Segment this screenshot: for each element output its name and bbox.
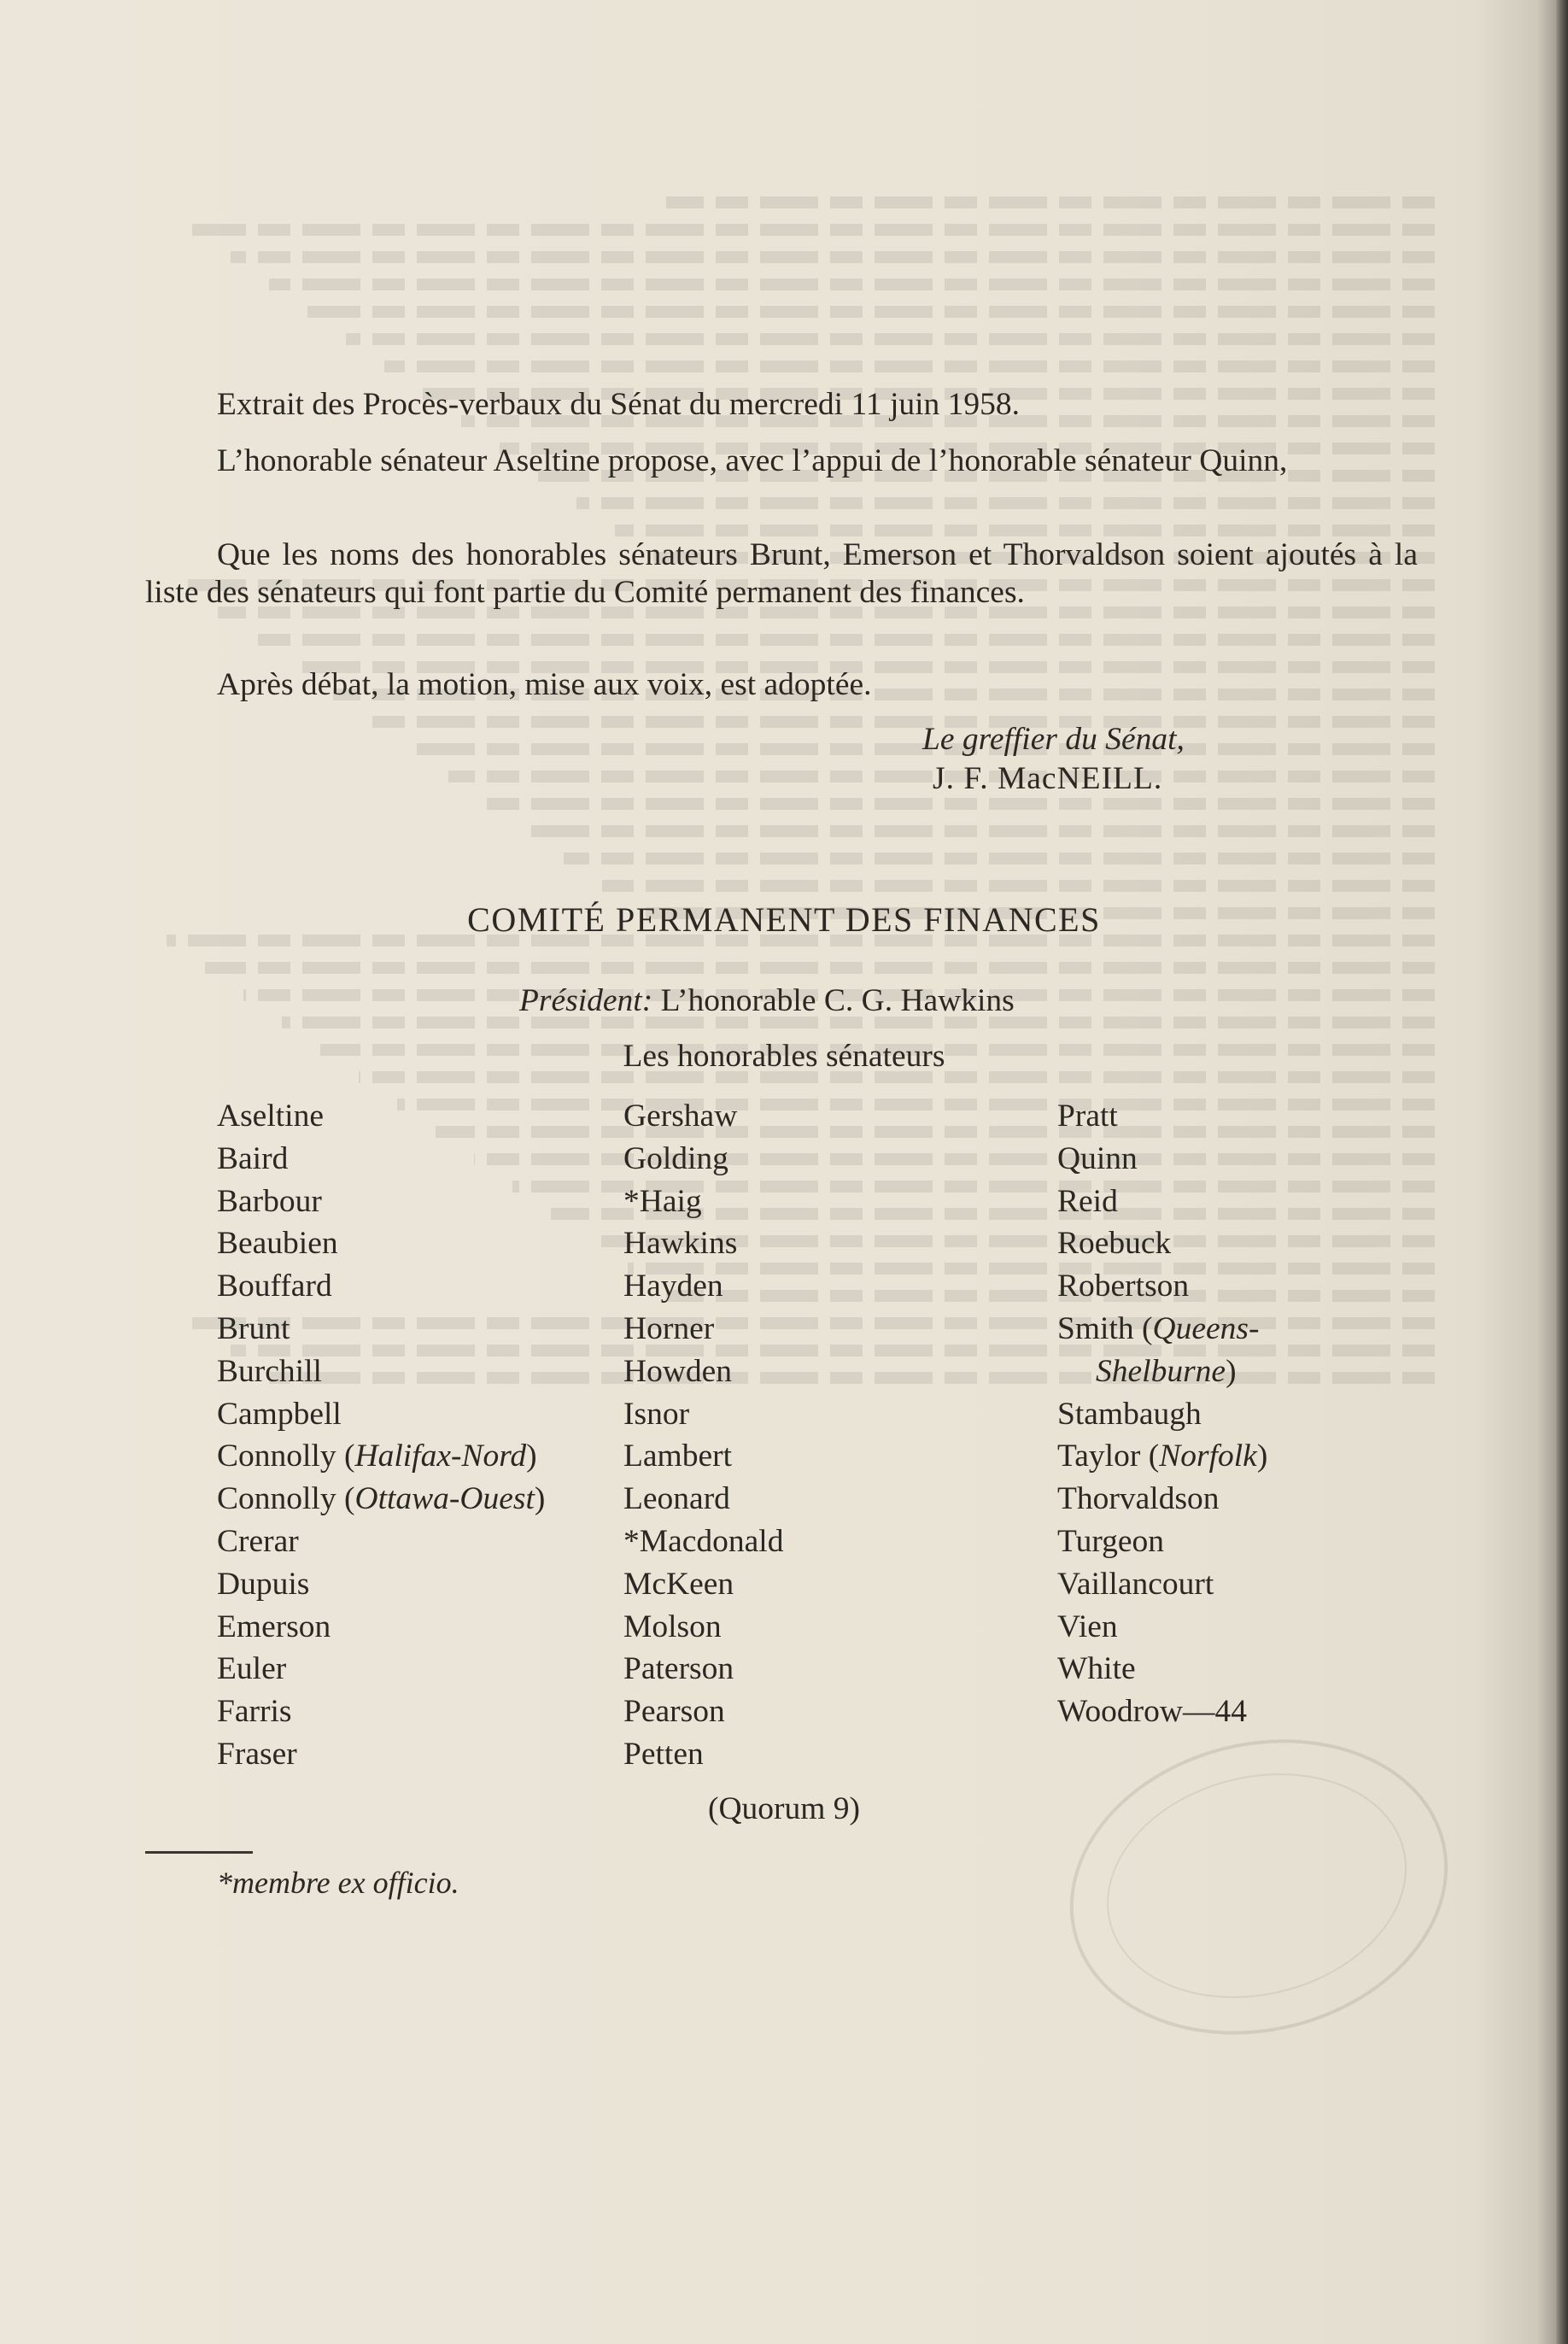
senator-name: Leonard bbox=[623, 1481, 730, 1517]
minutes-paragraph-3: Que les noms des honorables sénateurs Brunt, Emerson et Thorvaldson soient ajoutés à la liste des sénateurs qui font partie du Comité permanent des finances. bbox=[145, 537, 1418, 610]
senator-name: Brunt bbox=[217, 1310, 290, 1346]
senator-surname: Taylor bbox=[1057, 1439, 1141, 1474]
senator-name: Hawkins bbox=[623, 1226, 738, 1262]
senator-name: Beaubien bbox=[217, 1226, 338, 1262]
committee-title: COMITÉ PERMANENT DES FINANCES bbox=[467, 900, 1101, 939]
senator-name: Robertson bbox=[1057, 1269, 1190, 1304]
footnote: *membre ex officio. bbox=[217, 1866, 459, 1900]
senator-name: Turgeon bbox=[1057, 1523, 1165, 1559]
senator-name: Quinn bbox=[1057, 1140, 1138, 1176]
senator-name: Aseltine bbox=[217, 1099, 324, 1134]
senator-name: Hayden bbox=[623, 1269, 723, 1304]
senator-division: Ottawa-Ouest bbox=[354, 1481, 535, 1517]
senator-name: Golding bbox=[623, 1140, 728, 1176]
footnote-rule bbox=[145, 1851, 253, 1854]
minutes-paragraph-1: Extrait des Procès-verbaux du Sénat du mercredi 11 juin 1958. bbox=[217, 387, 1021, 422]
members-column-2 bbox=[623, 1095, 783, 1776]
senator-name: McKeen bbox=[623, 1566, 734, 1602]
senator-name: Campbell bbox=[217, 1396, 342, 1432]
senator-name: Smith (Queens- bbox=[1057, 1310, 1260, 1346]
senator-name: Woodrow—44 bbox=[1057, 1694, 1247, 1730]
senator-name: Euler bbox=[217, 1651, 287, 1687]
senator-name: Taylor (Norfolk) bbox=[1057, 1439, 1268, 1474]
senator-name: Molson bbox=[623, 1609, 722, 1644]
senator-name: *Macdonald bbox=[623, 1523, 784, 1559]
senator-surname: Connolly bbox=[217, 1439, 336, 1474]
senator-name: Barbour bbox=[217, 1183, 322, 1219]
senator-name: Horner bbox=[623, 1310, 715, 1346]
senator-name: Vien bbox=[1057, 1609, 1118, 1644]
senator-name: Howden bbox=[623, 1353, 733, 1389]
senator-name: Reid bbox=[1057, 1183, 1118, 1219]
senator-name: *Haig bbox=[623, 1183, 702, 1219]
senator-division: Shelburne bbox=[1096, 1353, 1226, 1389]
senator-name: Crerar bbox=[217, 1523, 299, 1559]
senator-name: Roebuck bbox=[1057, 1226, 1172, 1262]
president-line bbox=[519, 982, 1015, 1020]
president-name: L’honorable C. G. Hawkins bbox=[660, 983, 1015, 1018]
senator-division: Halifax-Nord bbox=[354, 1439, 527, 1474]
senator-division: Norfolk bbox=[1159, 1439, 1257, 1474]
senator-name: Petten bbox=[623, 1736, 704, 1772]
senator-name: Dupuis bbox=[217, 1566, 310, 1602]
minutes-paragraph-2: L’honorable sénateur Aseltine propose, avec l’appui de l’honorable sénateur Quinn, bbox=[217, 443, 1288, 478]
senator-name: Bouffard bbox=[217, 1269, 332, 1304]
members-column-1 bbox=[217, 1095, 545, 1776]
senator-surname: Connolly bbox=[217, 1481, 336, 1517]
clerk-name: J. F. MacNEILL. bbox=[933, 761, 1163, 796]
senator-surname: Smith bbox=[1057, 1310, 1134, 1346]
senator-name: Thorvaldson bbox=[1057, 1481, 1220, 1517]
senator-name: Pearson bbox=[623, 1694, 725, 1730]
senator-name: Farris bbox=[217, 1694, 292, 1730]
senator-name: Paterson bbox=[623, 1651, 734, 1687]
page-edge-shadow bbox=[1556, 0, 1568, 2344]
members-heading: Les honorables sénateurs bbox=[623, 1039, 945, 1074]
senator-name: Gershaw bbox=[623, 1099, 738, 1134]
senator-division: Queens- bbox=[1152, 1310, 1260, 1346]
senator-name: White bbox=[1057, 1651, 1136, 1687]
library-stamp bbox=[1039, 1701, 1479, 2073]
clerk-title: Le greffier du Sénat, bbox=[922, 722, 1185, 757]
members-column-3 bbox=[1057, 1095, 1267, 1733]
senator-name: Baird bbox=[217, 1140, 289, 1176]
senator-name: Emerson bbox=[217, 1609, 331, 1644]
senator-name: Lambert bbox=[623, 1439, 733, 1474]
senator-name: Connolly (Ottawa-Ouest) bbox=[217, 1481, 546, 1517]
senator-name: Stambaugh bbox=[1057, 1396, 1202, 1432]
president-label: Président: bbox=[519, 983, 653, 1018]
senator-name: Vaillancourt bbox=[1057, 1566, 1214, 1602]
senator-name: Isnor bbox=[623, 1396, 690, 1432]
senator-name: Burchill bbox=[217, 1353, 322, 1389]
minutes-paragraph-4: Après débat, la motion, mise aux voix, est adoptée. bbox=[217, 667, 872, 702]
senator-name: Fraser bbox=[217, 1736, 297, 1772]
senator-division-continued: Shelburne) bbox=[1096, 1353, 1237, 1389]
senator-name: Pratt bbox=[1057, 1099, 1118, 1134]
senator-name: Connolly (Halifax-Nord) bbox=[217, 1439, 537, 1474]
quorum-note: (Quorum 9) bbox=[707, 1791, 861, 1826]
